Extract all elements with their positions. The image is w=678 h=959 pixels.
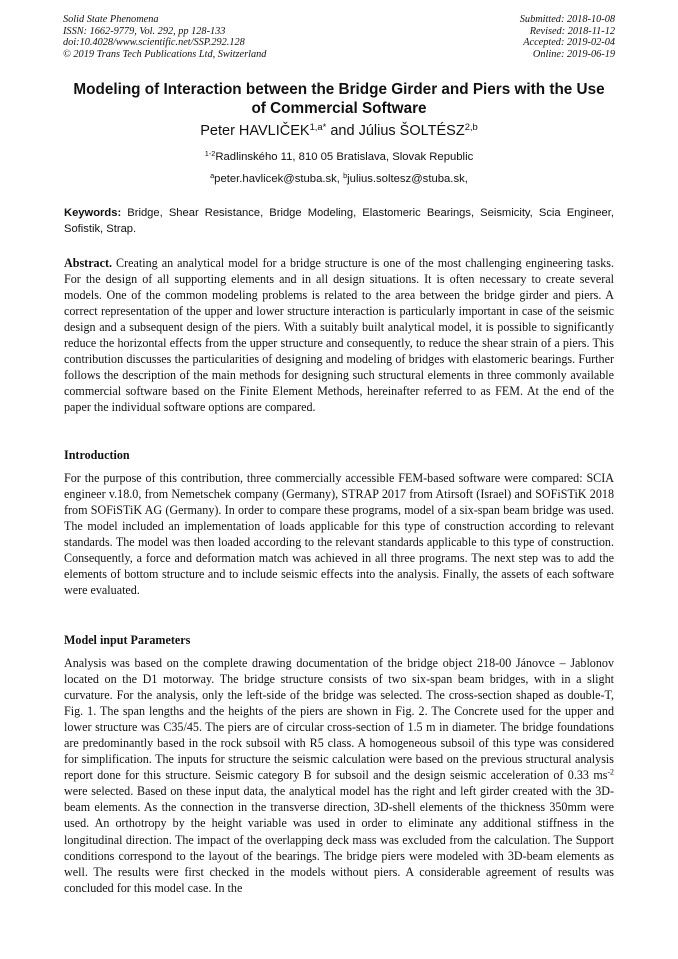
model-input-text [64, 655, 614, 896]
author-2-affiliation: 2,b [464, 120, 478, 132]
affiliation [0, 150, 678, 164]
email-line [0, 172, 678, 186]
model-input-text-part-2: were selected. Based on these input data, the analytical model has the right and left girder created with the 3D-beam elements. As the connection in the transverse direction, 3D-shell elements of the thickness 350mm were used. An orthotropy by the height variable was used in order to eliminate any additional stiffness in the longitudinal direction. The impact of the overlapping deck mass was excluded from the calculation. The Support conditions correspond to the layout of the bearings. The bridge piers were modeled with 3D-beam elements as well. The results were first checked in the models without piers. A considerable agreement of results was concluded for this model case. In the [64, 784, 614, 895]
journal-issn: ISSN: 1662-9779, Vol. 292, pp 128-133 [63, 25, 226, 37]
abstract-text: Creating an analytical model for a bridge structure is one of the most challenging engineering tasks. For the design of all supporting elements and in all design situations. It is often necessary to create several models. One of the common modeling problems is related to the area between the bridge girder and piers. A correct representation of the upper and lower structure interaction is particularly important in case of the seismic design and a subsequent design of the piers. With a suitably built analytical model, it is possible to significantly reduce the horizontal effects from the upper structure and consequently, to reduce the shear strain of a piers. This contribution discusses the particularities of designing and modeling of bridges with elastomeric bearings. Further follows the description of the main methods for designing such structural elements in three commonly available commercial software based on the Finite Element Methods, hereinafter referred to as FEM. At the end of the paper the individual software options are compared. [64, 256, 614, 415]
email-a: peter.havlicek@stuba.sk, [214, 173, 344, 185]
author-1: Peter HAVLIČEK [200, 123, 310, 139]
introduction-heading: Introduction [64, 448, 130, 462]
journal-name: Solid State Phenomena [63, 14, 159, 25]
author-2: Július ŠOLTÉSZ [358, 123, 465, 139]
abstract [64, 255, 614, 415]
online-date: Online: 2019-06-19 [532, 48, 615, 60]
affiliation-marker: 1-2 [204, 148, 216, 158]
accepted-date: Accepted: 2019-02-04 [523, 37, 615, 49]
keywords-label: Keywords: [64, 207, 122, 219]
model-input-text-part-1: Analysis was based on the complete drawing documentation of the bridge object 218-00 Jánovce – Jablonov located on the D1 motorway. The bridge structure consists of two six-span beam bridges, with in a slight curvature. For the analysis, only the left-side of the bridge was selected. The cross-section shaped as double-T, Fig. 1. The span lengths and the heights of the piers are shown in Fig. 2. The Concrete used for the upper and lower structure was C35/45. The piers are of circular cross-section of 1.5 m in diameter. The bridge foundations are predominantly based in the rock subsoil with R5 class. A homogeneous subsoil of this type was considered for simplification. The inputs for structure the seismic calculation were based on the previous structural analysis report done for this structure. Seismic category B for subsoil and the design seismic acceleration of 0.33 ms [64, 656, 614, 783]
email-a-marker: a [210, 170, 215, 180]
email-b: julius.soltesz@stuba.sk, [347, 173, 468, 185]
abstract-label: Abstract. [64, 256, 113, 270]
author-1-affiliation: 1,a* [309, 120, 327, 132]
acceleration-unit-exponent: -2 [607, 768, 614, 778]
paper-title: Modeling of Interaction between the Bridge Girder and Piers with the Use of Commercial Software [73, 81, 605, 117]
author-conjunction: and [326, 123, 359, 139]
model-input-heading: Model input Parameters [64, 633, 191, 647]
affiliation-address: Radlinského 11, 810 05 Bratislava, Slovak Republic [215, 151, 474, 163]
journal-info [63, 14, 266, 60]
journal-doi: doi:10.4028/www.scientific.net/SSP.292.128 [63, 37, 245, 49]
keywords-text: Bridge, Shear Resistance, Bridge Modeling, Elastomeric Bearings, Seismicity, Scia Engineer, Sofistik, Strap. [64, 207, 614, 235]
author-line [0, 122, 678, 140]
keywords [64, 205, 614, 237]
introduction-text: For the purpose of this contribution, three commercially accessible FEM-based software were compared: SCIA engineer v.18.0, from Nemetschek company (Germany), STRAP 2017 from Atirsoft (Israel) and SOFiSTiK 2018 from SOFiSTiK AG (Germany). In order to compare these programs, model of a six-span beam bridge was used. The model included an implementation of loads applicable for this type of construction according to relevant standards. The model was then loaded according to the relevant standards applicable to this type of construction. Consequently, a force and deformation match was achieved in all three programs. The next step was to add the elements of bottom structure and to include seismic effects into the analysis. Finally, the assets of each software were evaluated. [64, 471, 614, 598]
submitted-date: Submitted: 2018-10-08 [519, 14, 615, 25]
journal-copyright: © 2019 Trans Tech Publications Ltd, Switzerland [63, 48, 267, 60]
publication-dates [520, 14, 615, 60]
revised-date: Revised: 2018-11-12 [529, 25, 615, 37]
email-b-marker: b [343, 170, 348, 180]
